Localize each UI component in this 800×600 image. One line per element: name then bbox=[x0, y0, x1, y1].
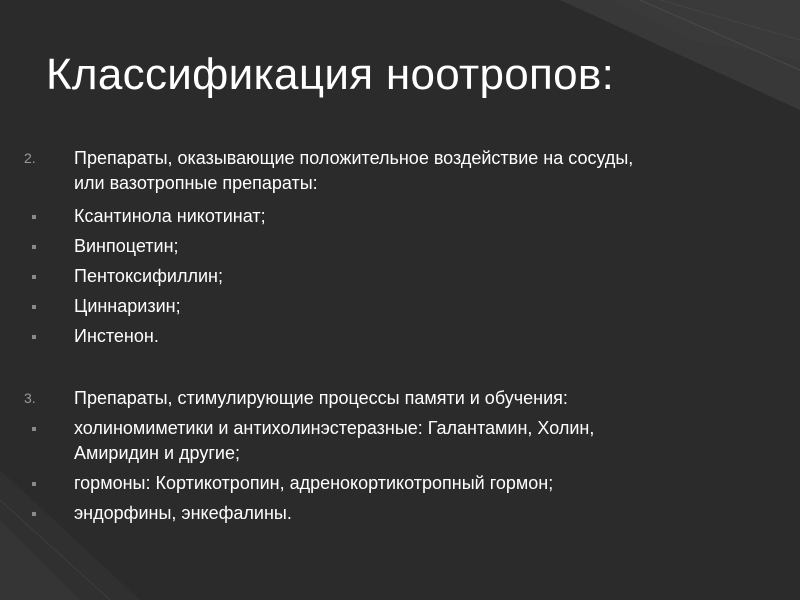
section-number: 3. bbox=[24, 390, 36, 406]
bullet-icon bbox=[32, 335, 36, 339]
list-item-line: холиномиметики и антихолинэстеразные: Галантамин, Холин, bbox=[74, 418, 595, 438]
section-heading-line: Препараты, оказывающие положительное воздействие на сосуды, bbox=[74, 148, 634, 168]
bullet-icon bbox=[32, 215, 36, 219]
list-item-line: Винпоцетин; bbox=[74, 236, 179, 256]
list-item-line: гормоны: Кортикотропин, адренокортикотропный гормон; bbox=[74, 473, 554, 493]
list-item-line: Циннаризин; bbox=[74, 296, 181, 316]
bullet-icon bbox=[32, 245, 36, 249]
list-item-line: эндорфины, энкефалины. bbox=[74, 503, 292, 523]
list-item-line: Амиридин и другие; bbox=[74, 443, 240, 463]
list-item-line: Пентоксифиллин; bbox=[74, 266, 223, 286]
bullet-icon bbox=[32, 275, 36, 279]
bullet-icon bbox=[32, 482, 36, 486]
bullet-icon bbox=[32, 427, 36, 431]
section-number: 2. bbox=[24, 150, 36, 166]
list-item-line: Инстенон. bbox=[74, 326, 159, 346]
bullet-icon bbox=[32, 305, 36, 309]
section-heading-line: или вазотропные препараты: bbox=[74, 173, 318, 193]
slide-title: Классификация ноотропов: bbox=[46, 50, 615, 99]
list-item-line: Ксантинола никотинат; bbox=[74, 206, 266, 226]
bullet-icon bbox=[32, 512, 36, 516]
section-heading-line: Препараты, стимулирующие процессы памяти и обучения: bbox=[74, 388, 568, 408]
